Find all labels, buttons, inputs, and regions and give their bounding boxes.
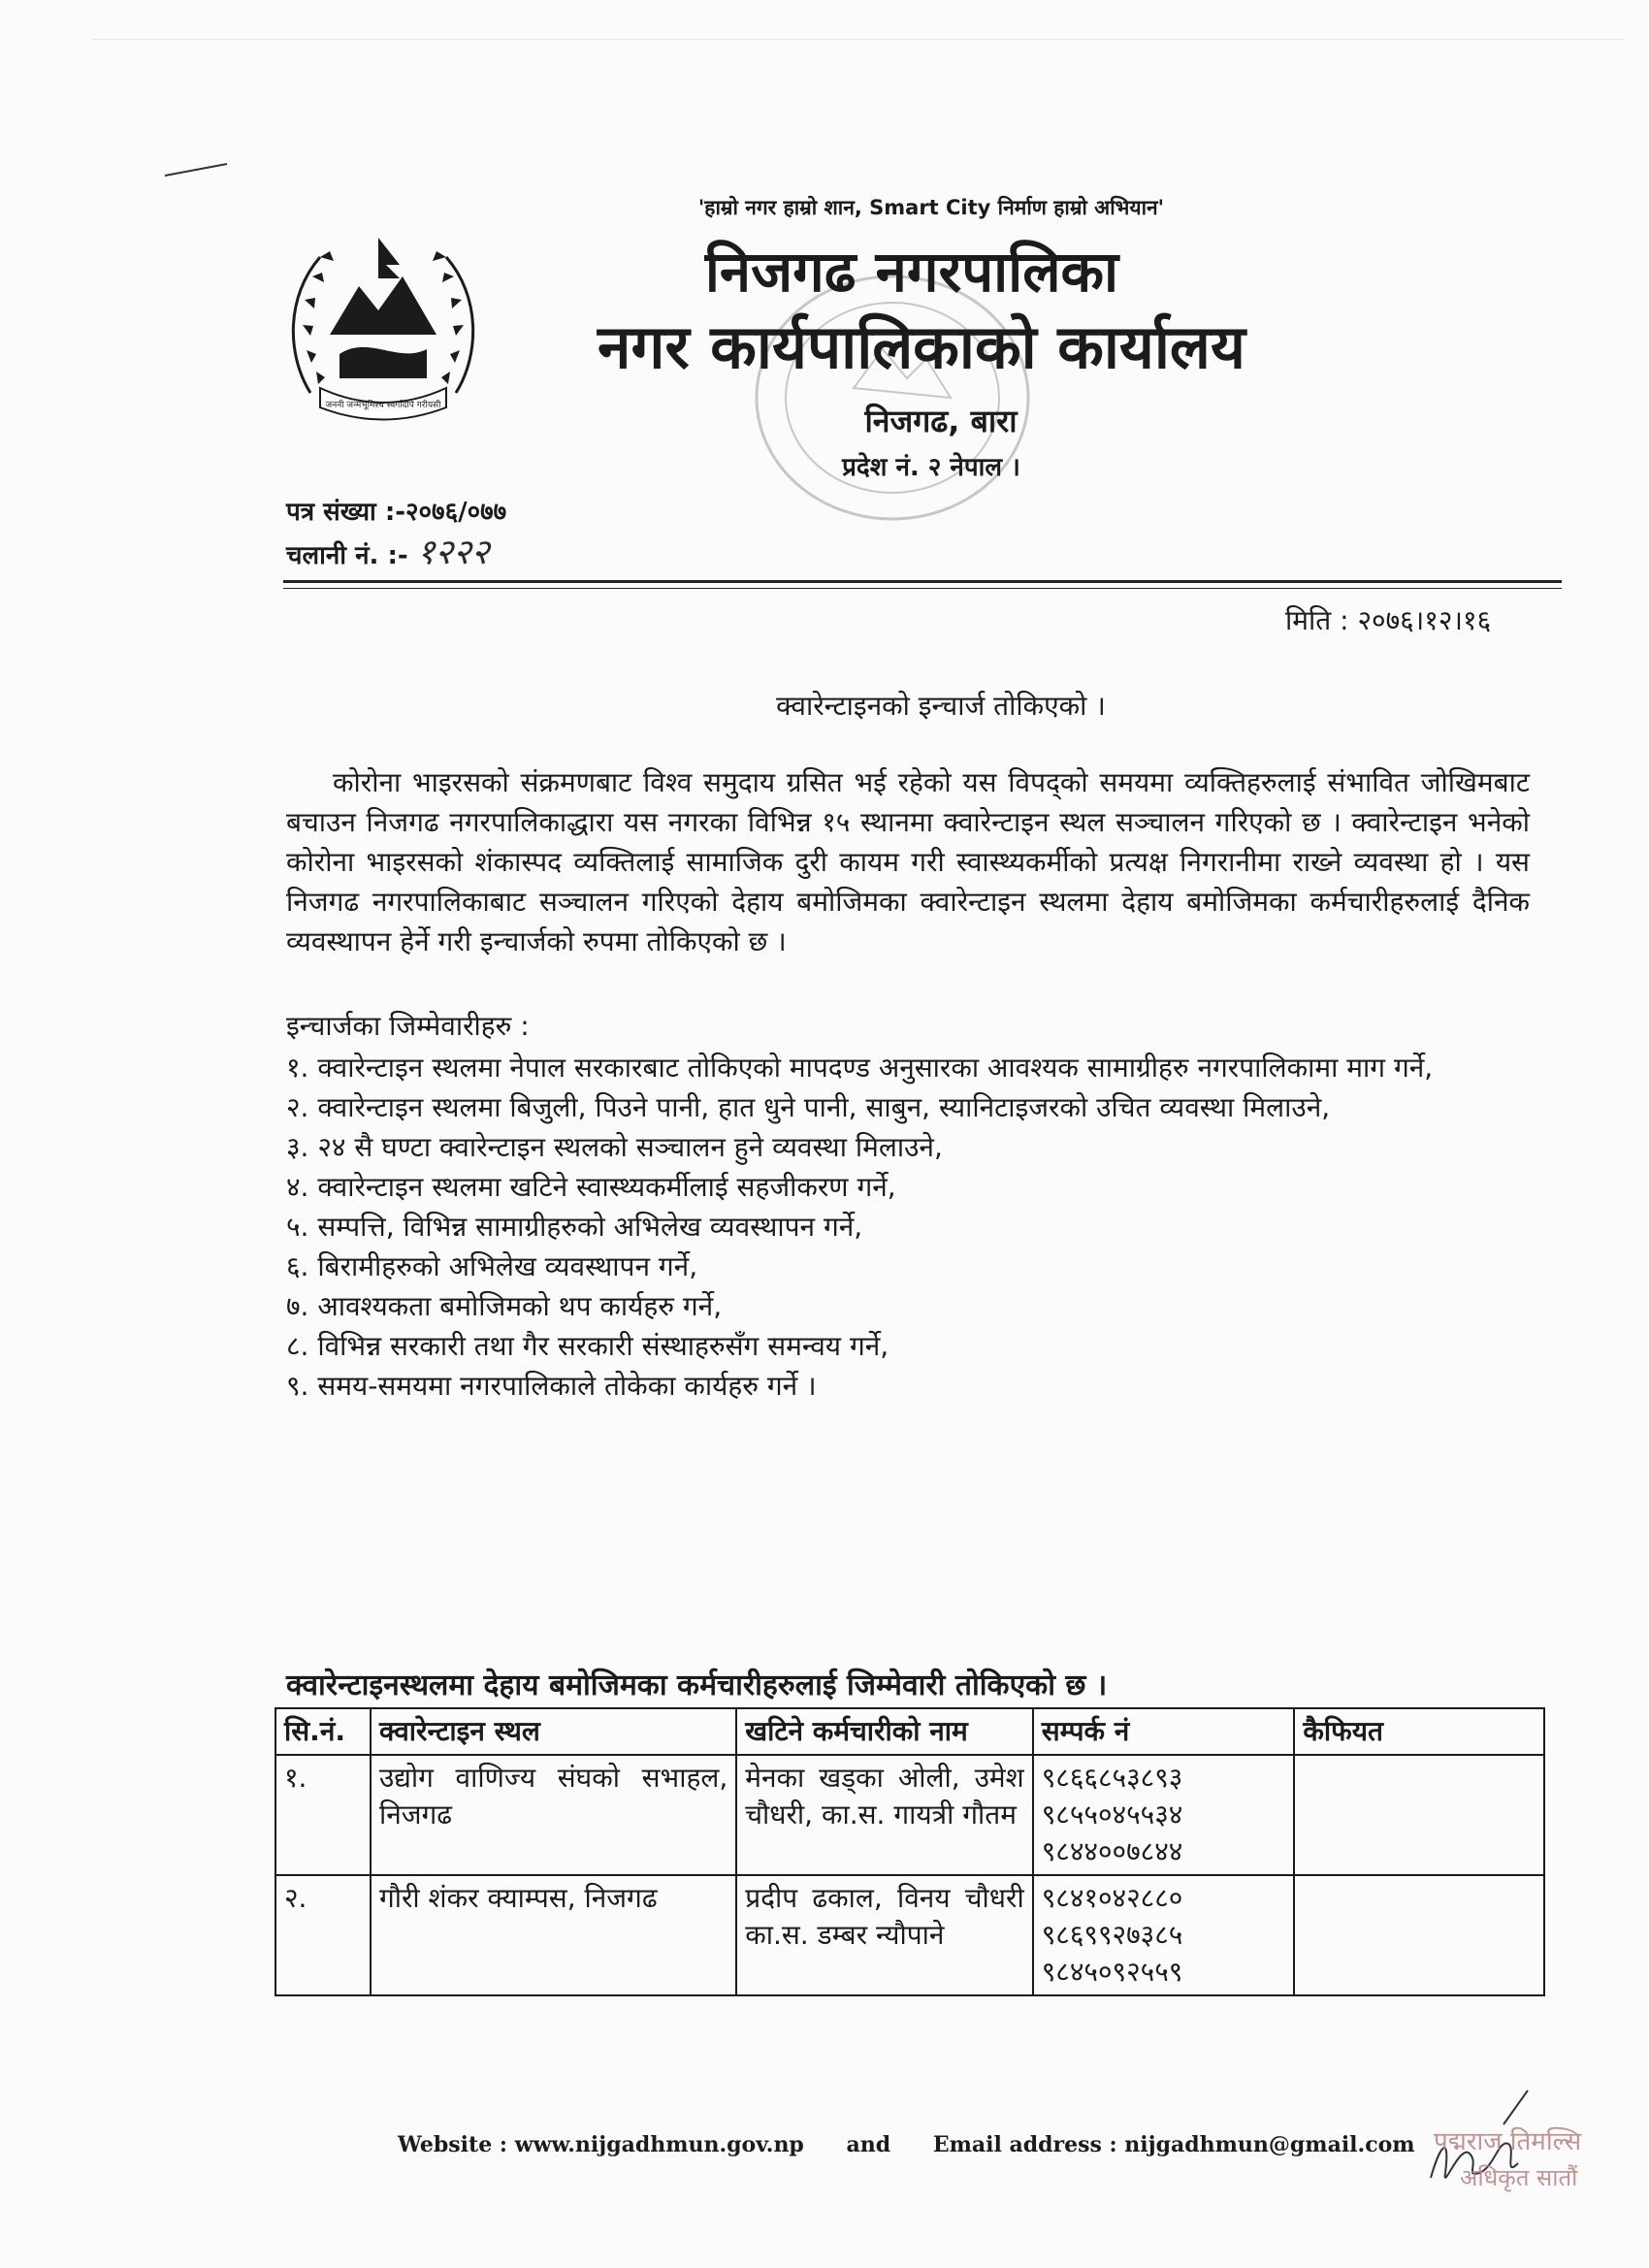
letter-number (286, 493, 506, 528)
nepal-emblem-logo (281, 218, 485, 432)
cell-sn: २. (275, 1875, 371, 1995)
footer-email: Email address : nijgadhmun@gmail.com (932, 2132, 1415, 2157)
contact-number: ९८४५०९२५५९ (1041, 1956, 1183, 1988)
letter-number-value: २०७६/०७७ (405, 498, 507, 527)
assignment-table (275, 1707, 1545, 1996)
cell-staff: मेनका खड्का ओली, उमेश चौधरी, का.स. गायत्री गौतम (736, 1755, 1033, 1875)
footer (398, 2132, 1484, 2157)
col-header-site: क्वारेन्टाइन स्थल (371, 1708, 736, 1755)
cell-contact (1033, 1755, 1295, 1875)
table-row (275, 1755, 1544, 1875)
duty-item: ३. २४ सै घण्टा क्वारेन्टाइन स्थलको सञ्चालन हुने व्यवस्था मिलाउने, (286, 1131, 943, 1163)
contact-number: ९८६६८५३८९३ (1041, 1762, 1183, 1794)
duty-item: ४. क्वारेन्टाइन स्थलमा खटिने स्वास्थ्यकर्मीलाई सहजीकरण गर्ने, (286, 1171, 896, 1203)
duty-item: ६. बिरामीहरुको अभिलेख व्यवस्थापन गर्ने, (286, 1250, 698, 1282)
col-header-contact: सम्पर्क नं (1033, 1708, 1295, 1755)
cell-site: उद्योग वाणिज्य संघको सभाहल, निजगढ (371, 1755, 736, 1875)
signatory-title-stamp: अधिकृत सातौं (1460, 2164, 1578, 2191)
province: प्रदेश नं. २ नेपाल । (842, 453, 1020, 482)
footer-website: Website : www.nijgadhmun.gov.np (398, 2132, 804, 2157)
table-row (275, 1875, 1544, 1995)
duty-item: १. क्वारेन्टाइन स्थलमा नेपाल सरकारबाट तोकिएको मापदण्ड अनुसारका आवश्यक सामाग्रीहरु नगरपालिकामा माग गर्ने, (286, 1052, 1434, 1084)
contact-number: ९८५५०४५५३४ (1041, 1798, 1183, 1831)
contact-number: ९८६९९२७३८५ (1041, 1919, 1183, 1951)
col-header-staff: खटिने कर्मचारीको नाम (736, 1708, 1033, 1755)
dispatch-number-label: चलानी नं. :- (286, 541, 408, 570)
cell-remarks (1294, 1755, 1544, 1875)
table-title: क्वारेन्टाइनस्थलमा देहाय बमोजिमका कर्मचारीहरुलाई जिम्मेवारी तोकिएको छ । (286, 1669, 1108, 1702)
footer-and: and (846, 2132, 891, 2157)
duty-item: ५. सम्पत्ति, विभिन्न सामाग्रीहरुको अभिलेख व्यवस्थापन गर्ने, (286, 1211, 863, 1243)
dispatch-number (286, 527, 490, 574)
col-header-sn: सि.नं. (275, 1708, 371, 1755)
duty-item: ८. विभिन्न सरकारी तथा गैर सरकारी संस्थाहरुसँग समन्वय गर्ने, (286, 1330, 889, 1362)
cell-contact (1033, 1875, 1295, 1995)
header-rule (283, 580, 1562, 583)
emblem-ribbon-text: जननी जन्मभूमिश्च स्वर्गादपि गरीयसी (325, 401, 441, 410)
duty-item: ९. समय-समयमा नगरपालिकाले तोकेका कार्यहरु गर्ने । (286, 1370, 817, 1402)
pen-mark (163, 160, 229, 179)
letter-date: मिति : २०७६।१२।१६ (1285, 604, 1492, 636)
contact-number: ९८४४००७८४४ (1041, 1835, 1183, 1867)
cell-site: गौरी शंकर क्याम्पस, निजगढ (371, 1875, 736, 1995)
municipality-name: निजगढ नगरपालिका (704, 239, 1119, 305)
slogan: 'हाम्रो नगर हाम्रो शान, Smart City निर्माण हाम्रो अभियान' (697, 196, 1165, 219)
duties-list (286, 1048, 1530, 1406)
letter-subject: क्वारेन्टाइनको इन्चार्ज तोकिएको । (776, 690, 1106, 722)
signatory-name-stamp: पद्मराज तिमल्सि (1434, 2127, 1582, 2156)
duties-title: इन्चार्जका जिम्मेवारीहरु : (286, 1010, 530, 1042)
header-rule-thin (283, 588, 1562, 589)
office-location: निजगढ, बारा (864, 403, 1018, 439)
duty-item: ७. आवश्यकता बमोजिमको थप कार्यहरु गर्ने, (286, 1290, 723, 1322)
cell-sn: १. (275, 1755, 371, 1875)
table-header-row (275, 1708, 1544, 1755)
col-header-remarks: कैफियत (1294, 1708, 1544, 1755)
letter-number-label: पत्र संख्या :- (286, 498, 406, 527)
letter-body: कोरोना भाइरसको संक्रमणबाट विश्व समुदाय ग्रसित भई रहेको यस विपद्को समयमा व्यक्तिहरुलाई संभावित जोखिमबाट बचाउन निजगढ नगरपालिकाद्धारा यस नगरका विभिन्न १५ स्थानमा क्वारेन्टाइन स्थल सञ्चालन गरिएको छ । क्वारेन्टाइन भनेको कोरोना भाइरसको शंकास्पद व्यक्तिलाई सामाजिक दुरी कायम गरी स्वास्थ्यकर्मीको प्रत्यक्ष निगरानीमा राख्ने व्यवस्था हो । यस निजगढ नगरपालिकाबाट सञ्चालन गरिएको देहाय बमोजिमका क्वारेन्टाइन स्थलमा देहाय बमोजिमका कर्मचारीहरुलाई दैनिक व्यवस्थापन हेर्ने गरी इन्चार्जको रुपमा तोकिएको छ । (286, 766, 1530, 957)
cell-staff: प्रदीप ढकाल, विनय चौधरी का.स. डम्बर न्यौपाने (736, 1875, 1033, 1995)
office-name: नगर कार्यपालिकाको कार्यालय (598, 311, 1245, 382)
contact-number: ९८४१०४२८८० (1041, 1882, 1183, 1914)
duty-item: २. क्वारेन्टाइन स्थलमा बिजुली, पिउने पानी, हात धुने पानी, साबुन, स्यानिटाइजरको उचित व्यवस्था मिलाउने, (286, 1091, 1331, 1123)
scan-edge (92, 39, 1625, 40)
dispatch-number-value: १२२२ (416, 533, 490, 572)
cell-remarks (1294, 1875, 1544, 1995)
